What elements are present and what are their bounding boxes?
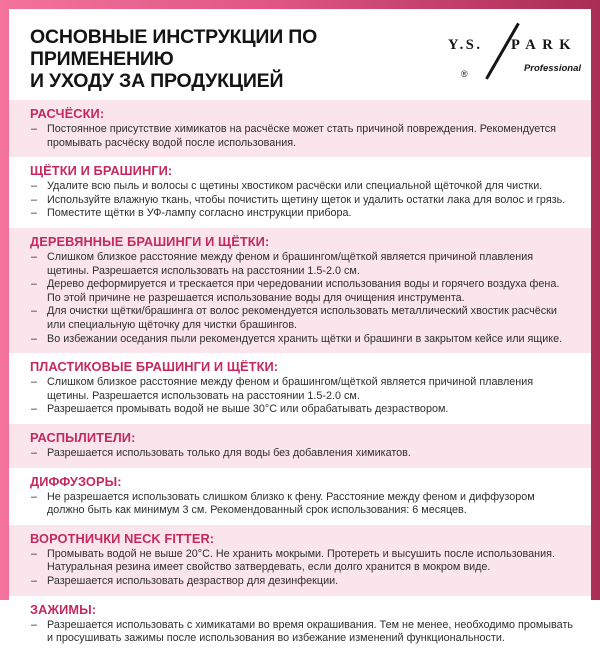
section-bullets xyxy=(30,619,575,646)
bullet-text: Удалите всю пыль и волосы с щетины хвостиком расчёски или специальной щёточкой для чистки. xyxy=(47,180,543,193)
bullet-dash: – xyxy=(31,403,38,416)
list-item xyxy=(30,491,575,518)
list-item xyxy=(30,333,575,347)
section-bullets xyxy=(30,180,575,221)
ys-park-logo xyxy=(445,22,581,84)
bullet-dash: – xyxy=(31,180,38,193)
list-item xyxy=(30,548,575,575)
section-heading: РАСПЫЛИТЕЛИ: xyxy=(30,430,136,445)
section-heading: ДЕРЕВЯННЫЕ БРАШИНГИ И ЩЁТКИ: xyxy=(30,234,270,250)
section-bullets xyxy=(30,548,575,589)
bullet-text: Для очистки щётки/брашинга от волос рекомендуется использовать металлический хвостик расчёски или специальную щёточку для чистки брашингов. xyxy=(47,305,557,332)
care-section xyxy=(9,468,591,525)
page-title-line2: И УХОДУ ЗА ПРОДУКЦИЕЙ xyxy=(30,70,284,93)
bullet-text: Во избежании оседания пыли рекомендуется хранить щётки и брашинги в закрытом кейсе или ящике. xyxy=(47,332,563,345)
bullet-dash: – xyxy=(31,376,38,389)
care-section xyxy=(9,596,591,653)
care-section xyxy=(9,525,591,596)
care-section xyxy=(9,228,591,353)
list-item xyxy=(30,447,575,461)
bullet-dash: – xyxy=(31,193,38,206)
list-item xyxy=(30,376,575,403)
bullet-dash: – xyxy=(31,332,38,345)
list-item xyxy=(30,123,575,150)
bullet-dash: – xyxy=(31,618,38,631)
bullet-text: Разрешается использовать дезраствор для дезинфекции. xyxy=(47,574,339,587)
bullet-text: Постоянное присутствие химикатов на расчёске может стать причиной повреждения. Рекомендуется промывать расчёску водой после использования. xyxy=(47,123,557,149)
care-section xyxy=(9,100,591,157)
logo-professional-text: Professional xyxy=(523,63,581,74)
bullet-text: Разрешается использовать только для воды без добавления химикатов. xyxy=(47,447,411,459)
bullet-text: Используйте влажную ткань, чтобы почистить щетину щеток и удалить остатки лака для волос и грязь. xyxy=(47,193,566,206)
section-heading: ПЛАСТИКОВЫЕ БРАШИНГИ И ЩЁТКИ: xyxy=(30,359,279,375)
list-item xyxy=(30,251,575,278)
section-bullets xyxy=(30,447,575,461)
bullet-text: Не разрешается использовать слишком близко к фену. Расстояние между феном и диффузором должно быть как минимум 3 см. Рекомендованный срок использования: 6 месяцев. xyxy=(47,490,535,517)
section-bullets xyxy=(30,123,575,150)
bullet-dash: – xyxy=(31,207,38,220)
logo-park-text: PARK xyxy=(511,37,578,53)
list-item xyxy=(30,194,575,208)
section-heading: ВОРОТНИЧКИ NECK FITTER: xyxy=(30,530,215,546)
list-item xyxy=(30,207,575,221)
logo-ys-text: Y.S. xyxy=(448,37,483,53)
section-bullets xyxy=(30,251,575,346)
care-section xyxy=(9,424,591,468)
care-section xyxy=(9,157,591,228)
list-item xyxy=(30,180,575,194)
bullet-dash: – xyxy=(31,123,38,136)
page-title-line1: ОСНОВНЫЕ ИНСТРУКЦИИ ПО ПРИМЕНЕНИЮ xyxy=(30,26,318,71)
list-item xyxy=(30,575,575,589)
list-item xyxy=(30,278,575,305)
section-bullets xyxy=(30,491,575,518)
care-section xyxy=(9,353,591,424)
bullet-text: Промывать водой не выше 20°C. Не хранить мокрыми. Протереть и высушить после использования. Натуральная резина имеет свойство затвердевать, если долго хранится в мокром виде. xyxy=(47,547,556,574)
bullet-text: Дерево деформируется и трескается при чередовании использования воды и горячего воздуха фена. По этой причине не разрешается использование воды для очищения инструмента. xyxy=(47,278,560,304)
header xyxy=(9,9,591,100)
bullet-text: Слишком близкое расстояние между феном и брашингом/щёткой является причиной плавления щетины. Разрешается использовать на расстоянии 1.5-2.0 см. xyxy=(47,376,534,402)
document xyxy=(9,9,591,645)
list-item xyxy=(30,403,575,417)
bullet-dash: – xyxy=(31,490,38,503)
bullet-dash: – xyxy=(31,251,38,264)
page-title xyxy=(30,26,445,92)
bullet-dash: – xyxy=(31,278,38,291)
bullet-text: Слишком близкое расстояние между феном и брашингом/щёткой является причиной плавления щетины. Разрешается использовать на расстоянии 1.5-2.0 см. xyxy=(47,251,534,277)
list-item xyxy=(30,619,575,646)
bullet-text: Разрешается промывать водой не выше 30°C или обрабатывать дезраствором. xyxy=(47,403,449,416)
bullet-dash: – xyxy=(31,574,38,587)
bullet-text: Разрешается использовать с химикатами во время окрашивания. Тем не менее, необходимо промывать и просушивать зажимы после использования во избежание изменений функциональности. xyxy=(47,618,574,645)
section-heading: ЩЁТКИ И БРАШИНГИ: xyxy=(30,163,173,179)
section-heading: РАСЧЁСКИ: xyxy=(30,106,105,122)
bullet-dash: – xyxy=(31,447,38,459)
list-item xyxy=(30,305,575,332)
section-heading: ДИФФУЗОРЫ: xyxy=(30,473,122,489)
bullet-dash: – xyxy=(31,305,38,318)
section-bullets xyxy=(30,376,575,417)
sections xyxy=(9,100,591,653)
registered-trademark-icon: ® xyxy=(461,69,468,79)
bullet-text: Поместите щётки в УФ-лампу согласно инструкции прибора. xyxy=(47,207,352,220)
section-heading: ЗАЖИМЫ: xyxy=(30,601,97,617)
bullet-dash: – xyxy=(31,547,38,560)
